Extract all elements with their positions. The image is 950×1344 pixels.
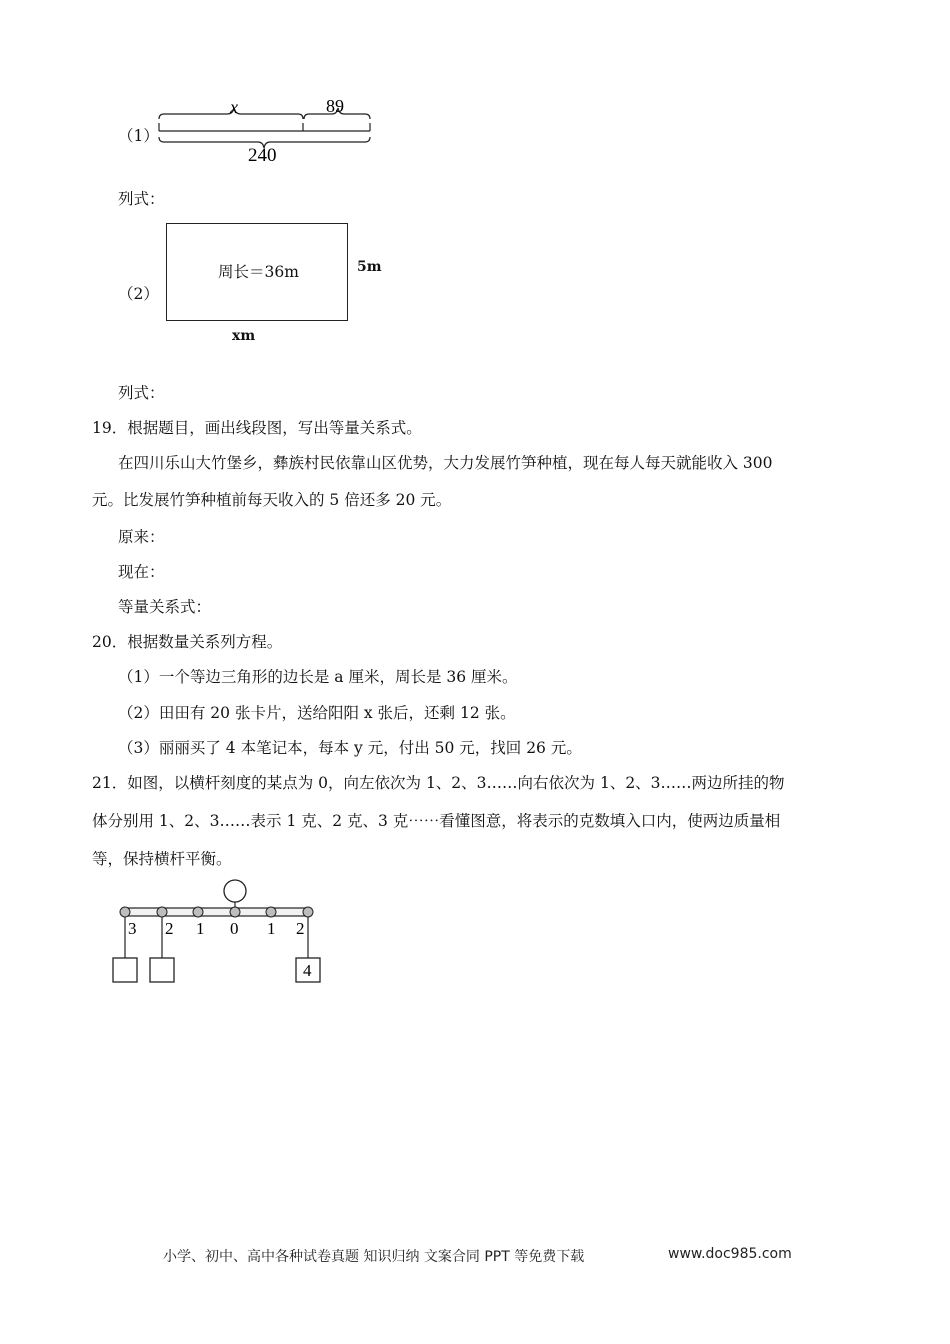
q19-equation: 等量关系式： bbox=[118, 598, 212, 616]
q19-line2: 元。比发展竹笋种植前每天收入的 5 倍还多 20 元。 bbox=[92, 491, 452, 509]
peg-0 bbox=[230, 907, 240, 917]
peg-1-left bbox=[193, 907, 203, 917]
scale-label-1-right: 1 bbox=[267, 919, 276, 938]
perimeter-text: 周长＝36m bbox=[218, 263, 299, 281]
formula-label-2: 列式： bbox=[118, 384, 165, 402]
q21-line2: 体分别用 1、2、3……表示 1 克、2 克、3 克⋯⋯看懂图意，将表示的克数填入口内，使两边质量相 bbox=[92, 812, 781, 830]
label-240: 240 bbox=[248, 145, 277, 166]
scale-label-0: 0 bbox=[230, 919, 239, 938]
beam bbox=[125, 908, 308, 916]
q21-line1: 21．如图，以横杆刻度的某点为 0，向左依次为 1、2、3……向右依次为 1、2、3……两边所挂的物 bbox=[92, 774, 785, 792]
q20-item-3: （3）丽丽买了 4 本笔记本，每本 y 元，付出 50 元，找回 26 元。 bbox=[118, 739, 582, 757]
q20-item-1: （1）一个等边三角形的边长是 a 厘米，周长是 36 厘米。 bbox=[118, 668, 518, 686]
weight-box-left-a[interactable] bbox=[113, 958, 137, 982]
scale-label-1-left: 1 bbox=[196, 919, 205, 938]
scale-label-2-right: 2 bbox=[296, 919, 305, 938]
q19-line1: 在四川乐山大竹堡乡，彝族村民依靠山区优势，大力发展竹笋种植，现在每人每天就能收入 300 bbox=[118, 454, 773, 472]
peg-2-right bbox=[303, 907, 313, 917]
q20-title: 20．根据数量关系列方程。 bbox=[92, 633, 283, 651]
peg-2-left bbox=[157, 907, 167, 917]
segment-diagram bbox=[150, 95, 380, 167]
formula-label-1: 列式： bbox=[118, 190, 165, 208]
pivot-circle bbox=[224, 880, 246, 902]
part1-label: （1） bbox=[118, 127, 159, 145]
label-x: x bbox=[230, 97, 238, 117]
q21-line3: 等，保持横杆平衡。 bbox=[92, 850, 232, 868]
scale-label-3: 3 bbox=[128, 919, 137, 938]
scale-label-2-left: 2 bbox=[165, 919, 174, 938]
weight-right-value: 4 bbox=[303, 961, 312, 980]
bottom-label: xm bbox=[232, 328, 256, 344]
q20-item-2: （2）田田有 20 张卡片，送给阳阳 x 张后，还剩 12 张。 bbox=[118, 704, 516, 722]
rectangle bbox=[166, 223, 348, 321]
weight-box-left-b[interactable] bbox=[150, 958, 174, 982]
q19-original: 原来： bbox=[118, 528, 165, 546]
peg-1-right bbox=[266, 907, 276, 917]
q19-now: 现在： bbox=[118, 563, 165, 581]
peg-3-left bbox=[120, 907, 130, 917]
label-89: 89 bbox=[326, 96, 344, 116]
part2-label: （2） bbox=[118, 285, 159, 303]
footer-text: 小学、初中、高中各种试卷真题 知识归纳 文案合同 PPT 等免费下载 bbox=[163, 1249, 585, 1265]
footer-url[interactable]: www.doc985.com bbox=[668, 1246, 792, 1262]
q19-title: 19．根据题目，画出线段图，写出等量关系式。 bbox=[92, 419, 422, 437]
balance-diagram bbox=[105, 874, 330, 989]
side-label: 5m bbox=[357, 259, 382, 275]
